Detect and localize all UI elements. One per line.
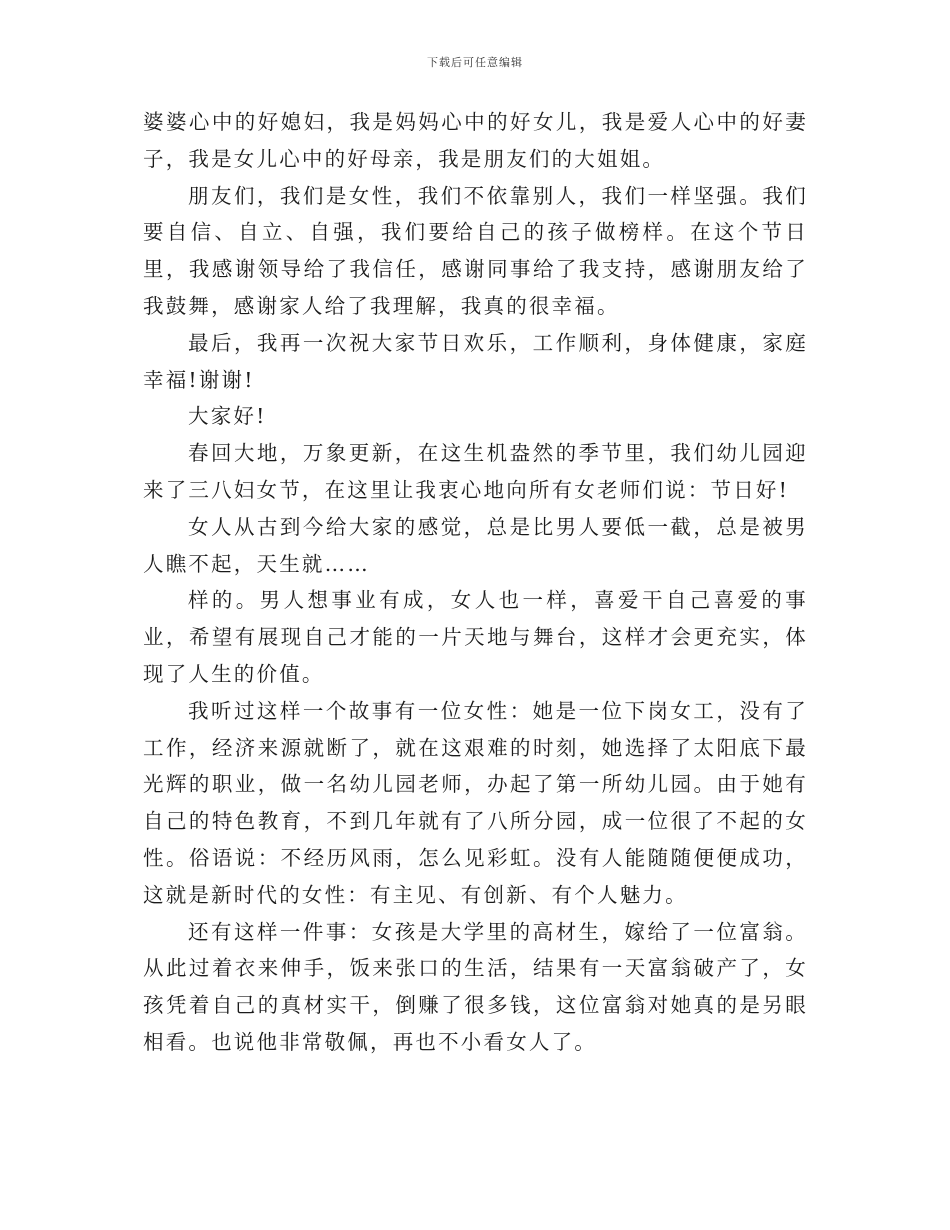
paragraph-8: 我听过这样一个故事有一位女性：她是一位下岗女工，没有了工作，经济来源就断了，就在这艰难的时刻，她选择了太阳底下最光辉的职业，做一名幼儿园老师，办起了第一所幼儿园。由于她有自己的特色教育，不到几年就有了八所分园，成一位很了不起的女性。俗语说：不经历风雨，怎么见彩虹。没有人能随随便便成功，这就是新时代的女性：有主见、有创新、有个人魅力。: [143, 698, 808, 907]
page-header: 下载后可任意编辑: [427, 56, 523, 69]
paragraph-1: 婆婆心中的好媳妇，我是妈妈心中的好女儿，我是爱人心中的好妻子，我是女儿心中的好母亲，我是朋友们的大姐姐。: [143, 110, 808, 171]
paragraph-2: 朋友们，我们是女性，我们不依靠别人，我们一样坚强。我们要自信、自立、自强，我们要给自己的孩子做榜样。在这个节日里，我感谢领导给了我信任，感谢同事给了我支持，感谢朋友给了我鼓舞，感谢家人给了我理解，我真的很幸福。: [143, 183, 808, 318]
paragraph-5: 春回大地，万象更新，在这生机盎然的季节里，我们幼儿园迎来了三八妇女节，在这里让我衷心地向所有女老师们说：节日好!: [143, 441, 808, 502]
paragraph-3: 最后，我再一次祝大家节日欢乐，工作顺利，身体健康，家庭幸福!谢谢!: [143, 330, 808, 392]
paragraph-6: 女人从古到今给大家的感觉，总是比男人要低一截，总是被男人瞧不起，天生就……: [143, 514, 808, 576]
paragraph-7: 样的。男人想事业有成，女人也一样，喜爱干自己喜爱的事业，希望有展现自己才能的一片天地与舞台，这样才会更充实，体现了人生的价值。: [143, 588, 808, 686]
paragraph-9: 还有这样一件事：女孩是大学里的高材生，嫁给了一位富翁。从此过着衣来伸手，饭来张口的生活，结果有一天富翁破产了，女孩凭着自己的真材实干，倒赚了很多钱，这位富翁对她真的是另眼相看。也说他非常敬佩，再也不小看女人了。: [143, 919, 808, 1054]
paragraph-4: 大家好!: [188, 404, 267, 429]
document-body: [143, 104, 808, 1061]
